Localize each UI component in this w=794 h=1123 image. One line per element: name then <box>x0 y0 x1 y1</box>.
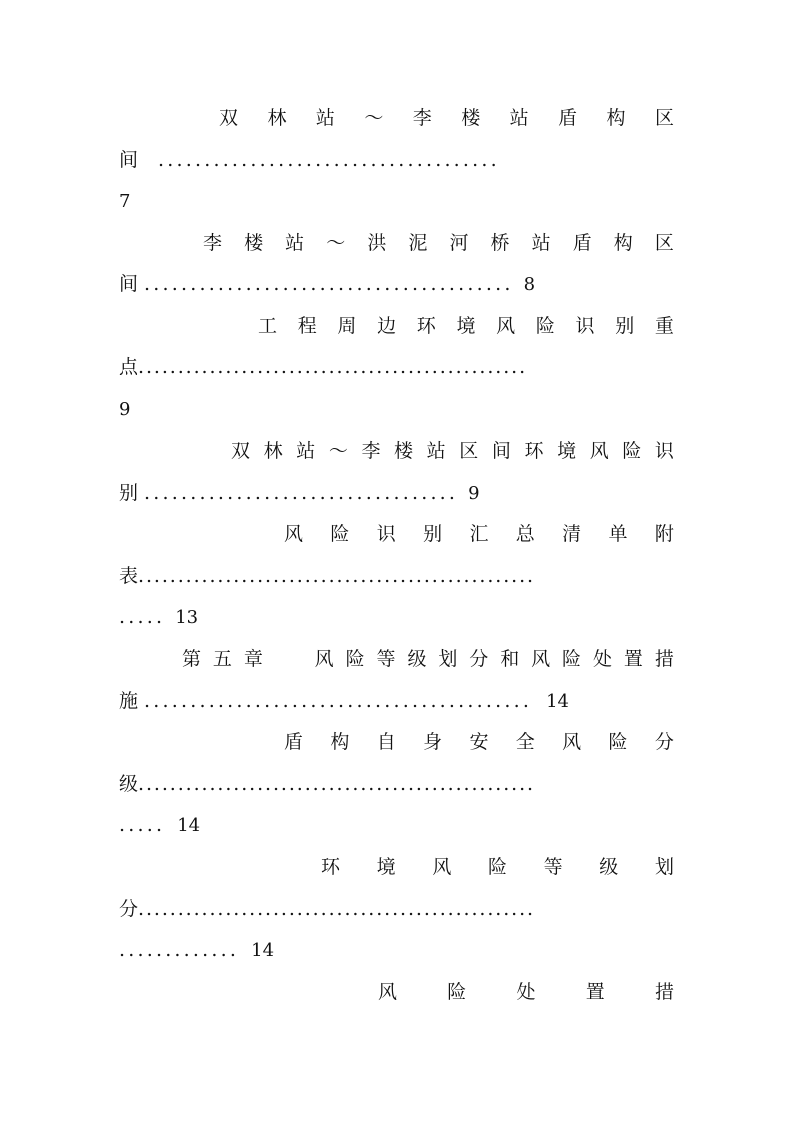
toc-entry-title: 李 楼 站 ～ 洪 泥 河 桥 站 盾 构 区 <box>203 232 674 254</box>
toc-entry-title: 第 五 章 风 险 等 级 划 分 和 风 险 处 置 措 <box>182 648 674 670</box>
toc-entry-leader: 级.................................................. <box>119 773 535 795</box>
toc-entry-leader: 间 ..................................... <box>119 149 500 171</box>
toc-entry-leader: 分.................................................. <box>119 898 535 920</box>
toc-entry-title: 工 程 周 边 环 境 风 险 识 别 重 <box>258 315 674 337</box>
toc-entry-title: 双 林 站 ～ 李 楼 站 盾 构 区 <box>219 107 674 129</box>
toc-entry-leader-cont: ..... 13 <box>119 606 199 628</box>
toc-entry-page: 9 <box>119 399 131 420</box>
toc-entry-leader-cont: ..... 14 <box>119 814 201 836</box>
toc-entry-leader: 别 .................................. 9 <box>119 482 480 504</box>
toc-entry-leader: 间 ........................................ 8 <box>119 273 536 295</box>
toc-entry-leader: 点................................................. <box>119 356 528 378</box>
toc-entry-title: 风 险 识 别 汇 总 清 单 附 <box>284 523 674 545</box>
toc-entry-title: 风 险 处 置 措 <box>378 981 674 1003</box>
toc-entry-title: 盾 构 自 身 安 全 风 险 分 <box>284 731 674 753</box>
toc-entry-leader-cont: ............. 14 <box>119 939 275 961</box>
toc-entry-leader: 施 .......................................... 14 <box>119 690 569 712</box>
toc-entry-page: 7 <box>119 191 131 212</box>
toc-entry-title: 双 林 站 ～ 李 楼 站 区 间 环 境 风 险 识 <box>231 440 674 462</box>
toc-entry-leader: 表.................................................. <box>119 565 535 587</box>
toc-entry-title: 环 境 风 险 等 级 划 <box>321 856 674 878</box>
